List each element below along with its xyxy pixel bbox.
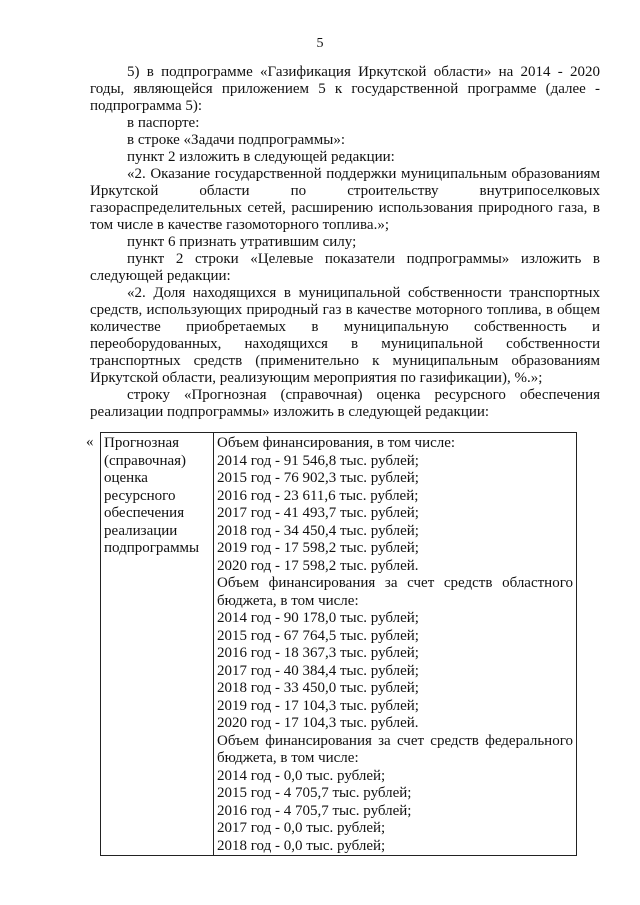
total-financing-line: 2017 год - 41 493,7 тыс. рублей;	[217, 505, 419, 521]
paragraph-item-2: пункт 2 изложить в следующей редакции:	[127, 149, 395, 165]
row-label-line: Прогнозная	[104, 435, 180, 451]
federal-financing-line: 2017 год - 0,0 тыс. рублей;	[217, 820, 386, 836]
federal-financing-line: 2016 год - 4 705,7 тыс. рублей;	[217, 802, 412, 819]
federal-financing-line: 2014 год - 0,0 тыс. рублей;	[217, 767, 386, 784]
row-label-line: подпрограммы	[104, 540, 200, 556]
total-financing-line: 2015 год - 76 902,3 тыс. рублей;	[217, 470, 419, 486]
regional-financing-header-cont: бюджета, в том числе:	[217, 592, 359, 609]
page-number: 5	[316, 36, 324, 51]
financing-content-cell	[214, 433, 577, 856]
federal-financing-line: 2018 год - 0,0 тыс. рублей;	[217, 837, 386, 854]
regional-financing-line: 2016 год - 18 367,3 тыс. рублей;	[217, 645, 419, 661]
row-label-line: обеспечения	[104, 505, 185, 521]
paragraph-resource-row: строку «Прогнозная (справочная) оценка ресурсного обеспечения реализации подпрограммы» изложить в следующей редакции:	[90, 387, 600, 420]
row-label-cell	[101, 433, 214, 856]
row-label-line: ресурсного	[104, 487, 176, 504]
row-label-line: (справочная)	[104, 452, 187, 469]
regional-financing-line: 2015 год - 67 764,5 тыс. рублей;	[217, 627, 419, 644]
regional-financing-line: 2020 год - 17 104,3 тыс. рублей.	[217, 715, 419, 731]
paragraph-subprogram-5: 5) в подпрограмме «Газификация Иркутской области» на 2014 - 2020 годы, являющейся приложением 5 к государственной программе (далее - подпрограмма 5):	[90, 64, 600, 114]
regional-financing-line: 2018 год - 33 450,0 тыс. рублей;	[217, 680, 419, 696]
regional-financing-line: 2017 год - 40 384,4 тыс. рублей;	[217, 662, 419, 679]
opening-quote: «	[86, 434, 94, 450]
row-label-line: оценка	[104, 470, 148, 486]
table-row	[101, 433, 577, 856]
federal-financing-line: 2015 год - 4 705,7 тыс. рублей;	[217, 785, 412, 801]
total-financing-line: 2020 год - 17 598,2 тыс. рублей.	[217, 557, 419, 574]
regional-financing-line: 2019 год - 17 104,3 тыс. рублей;	[217, 697, 419, 714]
total-financing-line: 2018 год - 34 450,4 тыс. рублей;	[217, 522, 419, 539]
total-financing-line: 2019 год - 17 598,2 тыс. рублей;	[217, 540, 419, 556]
paragraph-tasks-row: в строке «Задачи подпрограммы»:	[127, 132, 346, 148]
paragraph-task-2-text: «2. Оказание государственной поддержки муниципальным образованиям Иркутской области по строительству внутрипоселковых газораспределительных сетей, расширению использования природного газа, в том числе в качестве газомоторного топлива.»;	[90, 166, 600, 233]
financing-table	[100, 432, 577, 856]
regional-financing-header: Объем финансирования за счет средств областного	[217, 575, 573, 591]
row-label-line: реализации	[104, 522, 178, 539]
regional-financing-line: 2014 год - 90 178,0 тыс. рублей;	[217, 610, 419, 626]
document-body	[90, 64, 600, 421]
federal-financing-header: Объем финансирования за счет средств федерального	[217, 732, 573, 749]
paragraph-target-indicators: пункт 2 строки «Целевые показатели подпрограммы» изложить в следующей редакции:	[90, 251, 600, 284]
paragraph-passport: в паспорте:	[127, 115, 200, 131]
paragraph-indicator-2-text: «2. Доля находящихся в муниципальной собственности транспортных средств, использующих природный газ в качестве моторного топлива, в общем количестве приобретаемых в муниципальную собственность и переоборудованных, находящихся в муниципальной собственности транспортных средств (применительно к муниципальным образованиям Иркутской области, реализующим мероприятия по газификации), %.»;	[90, 285, 600, 386]
total-financing-line: 2016 год - 23 611,6 тыс. рублей;	[217, 487, 419, 504]
total-financing-line: 2014 год - 91 546,8 тыс. рублей;	[217, 452, 419, 469]
total-financing-header: Объем финансирования, в том числе:	[217, 435, 456, 451]
paragraph-item-6: пункт 6 признать утратившим силу;	[127, 234, 357, 250]
federal-financing-header-cont: бюджета, в том числе:	[217, 750, 359, 766]
